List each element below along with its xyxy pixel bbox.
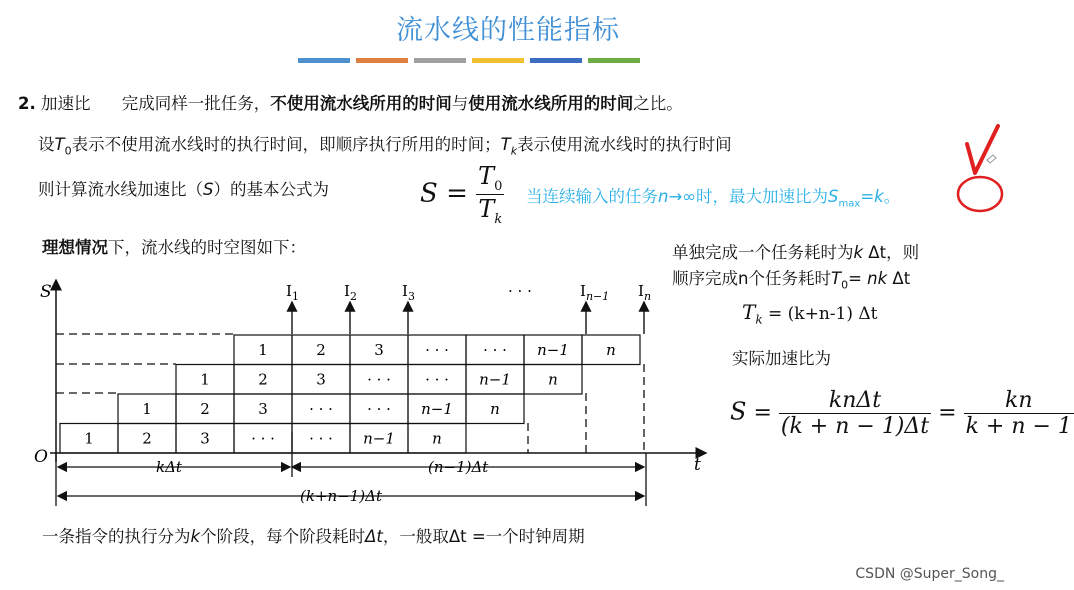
pipeline-cell-label: n−1	[421, 399, 453, 418]
color-bar-3	[414, 58, 466, 63]
instruction-arrow-label: $I_2$	[344, 282, 357, 303]
instruction-arrow-label: $I_3$	[402, 282, 415, 303]
t0-symbol: T	[830, 269, 842, 288]
pipeline-cell-label: 3	[316, 370, 326, 389]
pipeline-cell-label: 1	[200, 370, 210, 389]
pipeline-cell-label: · · ·	[367, 399, 391, 418]
pipeline-cell-label: n−1	[479, 370, 511, 389]
tk-expression: = (k+n-1) Δt	[762, 304, 878, 324]
pipeline-cell-label: · · ·	[309, 399, 333, 418]
tk-symbol: T	[742, 300, 756, 324]
s-symbol: S	[203, 180, 214, 199]
tk-subscript: k	[510, 144, 518, 158]
tk-symbol: T	[500, 135, 511, 154]
text: 则计算流水线加速比（	[38, 180, 203, 199]
pipeline-cell-label: 3	[374, 340, 384, 359]
k-symbol: k	[874, 187, 884, 206]
formula-num: T	[478, 162, 495, 190]
stage-note	[42, 523, 585, 547]
text: 个阶段，每个阶段耗时	[200, 527, 366, 546]
y-axis-label: S	[40, 282, 52, 302]
formula-s: S	[730, 397, 747, 426]
text: 单独完成一个任务耗时为	[672, 243, 854, 262]
pipeline-cell-label: n	[548, 370, 558, 389]
pipeline-cell-label: · · ·	[425, 370, 449, 389]
x-axis-label: t	[694, 455, 701, 475]
pipeline-cell-label: n−1	[363, 429, 395, 448]
def-text-a: 完成同样一批任务，	[121, 94, 271, 113]
pipeline-cell-label: 3	[258, 399, 268, 418]
nk-symbol: nk	[867, 269, 888, 288]
formula-eq: =	[938, 400, 957, 426]
text: Δt，则	[863, 243, 920, 262]
max-speedup-note	[526, 183, 900, 209]
text: 表示不使用流水线时的执行时间，即顺序执行所用的时间；	[71, 135, 501, 154]
smax-symbol: S	[828, 187, 839, 206]
pipeline-cell-label: · · ·	[425, 340, 449, 359]
fraction2-denominator: k + n − 1	[965, 414, 1072, 439]
instruction-arrow-label: · · ·	[508, 282, 532, 300]
instruction-arrow-label: $I_{n-1}$	[580, 282, 610, 303]
dt-symbol: Δt	[448, 527, 467, 546]
ideal-bold: 理想情况	[42, 238, 108, 257]
color-bar-6	[588, 58, 640, 63]
text: 表示使用流水线时的执行时间	[517, 135, 732, 154]
text: =一个时钟周期	[466, 527, 585, 546]
fraction1-numerator: knΔt	[828, 388, 882, 413]
text: →∞时，最大加速比为	[668, 187, 829, 206]
fraction1-denominator: (k + n − 1)Δt	[780, 414, 930, 439]
page-title: 流水线的性能指标	[396, 15, 620, 46]
pipeline-cell-label: · · ·	[483, 340, 507, 359]
instruction-arrow-label: $I_1$	[286, 282, 299, 303]
def-text-c: 与	[451, 94, 469, 113]
dim-k-dt: kΔt	[156, 458, 182, 476]
formula-den-sub: k	[494, 211, 503, 227]
item-term: 加速比	[41, 94, 91, 113]
tk-sub: k	[755, 312, 763, 327]
pipeline-cell-label: · · ·	[251, 429, 275, 448]
text: 顺序完成n个任务耗时	[672, 269, 831, 288]
color-bar-5	[530, 58, 582, 63]
pipeline-cell-label: 1	[258, 340, 268, 359]
text: Δt	[887, 269, 911, 288]
pipeline-time	[742, 300, 878, 326]
fraction2-numerator: kn	[1004, 388, 1033, 413]
t0-sub: 0	[841, 278, 849, 292]
actual-speedup-label: 实际加速比为	[732, 349, 831, 368]
pipeline-cell-label: 2	[200, 399, 210, 418]
dim-k-n-1-dt: (k+n−1)Δt	[300, 487, 382, 505]
instruction-arrows	[286, 282, 651, 334]
formula-eq: =	[446, 178, 468, 209]
pipeline-cell-label: · · ·	[367, 370, 391, 389]
def-text-d: 使用流水线所用的时间	[468, 94, 634, 113]
actual-speedup-formula	[730, 388, 1074, 439]
pipeline-cell-label: n−1	[537, 340, 569, 359]
text: 当连续输入的任务	[526, 187, 658, 206]
formula-s: S	[420, 178, 438, 209]
pipeline-cell-label: n	[606, 340, 616, 359]
space-time-diagram	[30, 272, 720, 518]
text: =	[848, 269, 868, 288]
t0-symbol: T	[54, 135, 65, 154]
pipeline-cell-label: n	[490, 399, 500, 418]
pipeline-cell-label: 2	[142, 429, 152, 448]
instruction-arrow-label: $I_n$	[638, 282, 652, 303]
color-bar-4	[472, 58, 524, 63]
color-bar-1	[298, 58, 350, 63]
formula-eq: =	[753, 400, 772, 426]
pipeline-cell-label: 1	[84, 429, 94, 448]
pipeline-cell-label: 1	[142, 399, 152, 418]
text: ，一般取	[382, 527, 449, 546]
text: =	[860, 187, 875, 206]
item-number: 2.	[18, 94, 36, 113]
checkmark-annotation-icon	[935, 118, 1005, 223]
text: 设	[38, 135, 55, 154]
t0-subscript: 0	[64, 144, 72, 158]
pipeline-cell-label: n	[432, 429, 442, 448]
speedup-formula	[420, 162, 504, 227]
n-symbol: n	[658, 187, 669, 206]
time-definitions	[38, 131, 732, 157]
watermark: CSDN @Super_Song_	[855, 566, 1004, 582]
smax-sub: max	[838, 198, 861, 210]
text: ）的基本公式为	[213, 180, 329, 199]
k-symbol: k	[853, 243, 864, 262]
text: 。	[883, 187, 901, 206]
pipeline-cell-label: 2	[316, 340, 326, 359]
pipeline-cell-label: 3	[200, 429, 210, 448]
color-bar-2	[356, 58, 408, 63]
dt-symbol: Δt	[365, 527, 383, 546]
pipeline-grid	[60, 335, 640, 453]
formula-den: T	[478, 194, 495, 223]
formula-line	[38, 176, 329, 200]
def-text-e: 之比。	[633, 94, 683, 113]
origin-label: O	[34, 447, 48, 467]
def-text-b: 不使用流水线所用的时间	[270, 94, 452, 113]
pipeline-cell-label: · · ·	[309, 429, 333, 448]
formula-num-sub: 0	[494, 178, 503, 194]
speedup-definition	[18, 90, 683, 114]
dim-n-1-dt: (n−1)Δt	[428, 458, 489, 476]
ideal-case-label	[42, 234, 306, 258]
text: 一条指令的执行分为	[42, 527, 191, 546]
pipeline-cell-label: 2	[258, 370, 268, 389]
text: 下，流水线的时空图如下：	[108, 238, 306, 257]
k-symbol: k	[190, 527, 201, 546]
single-task-time	[672, 239, 919, 263]
